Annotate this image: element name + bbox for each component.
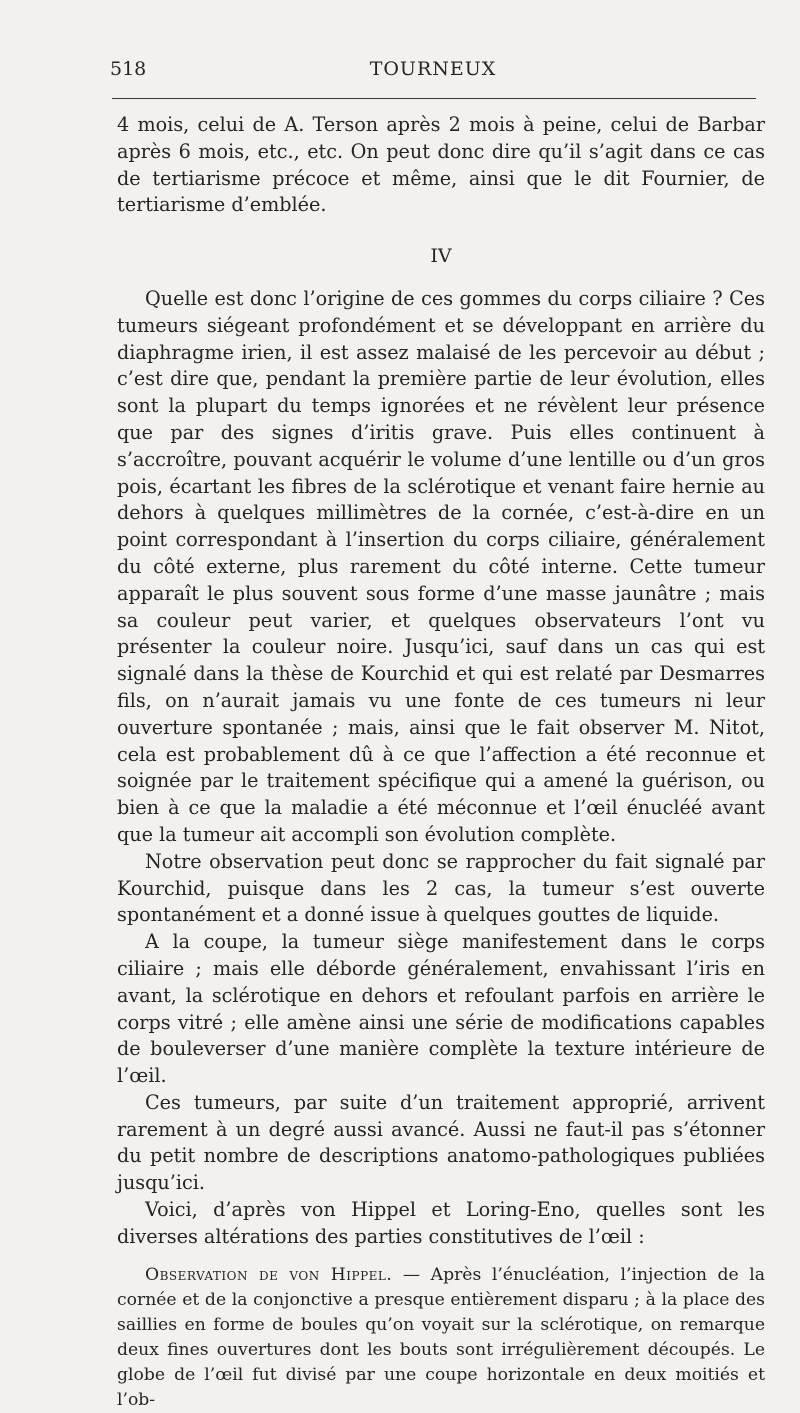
paragraph: Voici, d’après von Hippel et Loring-Eno, quelles sont les diverses altérations des parties constitutives de l’œil : — [117, 1198, 765, 1248]
paragraph: Notre observation peut donc se rapprocher du fait signalé par Kourchid, puisque dans les 2 cas, la tumeur s’est ouverte spontanément et a donné issue à quelques gouttes de liquide. — [117, 849, 765, 927]
observation-paragraph — [117, 1263, 765, 1413]
paragraph: A la coupe, la tumeur siège manifestement dans le corps ciliaire ; mais elle déborde généralement, envahissant l’iris en avant, la sclérotique en dehors et refoulant parfois en arrière le corps vitré ; elle amène ainsi une série de modifications capables de bouleverser d’une manière complète la texture intérieure de l’œil. — [117, 930, 765, 1088]
body-text — [117, 112, 765, 1413]
running-title: TOURNEUX — [369, 58, 497, 80]
page-number: 518 — [110, 58, 147, 80]
section-heading: IV — [430, 245, 452, 268]
running-head — [110, 58, 756, 86]
header-rule — [112, 98, 756, 99]
observation-label: Observation de von Hippel. — [145, 1264, 393, 1285]
paragraph: Ces tumeurs, par suite d’un traitement approprié, arrivent rarement à un degré aussi avancé. Aussi ne faut-il pas s’étonner du petit nombre de descriptions anatomo-pathologiques publiées jusqu’ici. — [117, 1090, 765, 1195]
paragraph-continuation: 4 mois, celui de A. Terson après 2 mois à peine, celui de Barbar après 6 mois, etc., etc. On peut donc dire qu’il s’agit dans ce cas de tertiarisme précoce et même, ainsi que le dit Fournier, de tertiarisme d’emblée. — [117, 113, 765, 217]
observation-text: — Après l’énucléation, l’injection de la cornée et de la conjonctive a presque entièrement disparu ; à la place des saillies en forme de boules qu’on voyait sur la sclérotique, on remarque deux fines ouvertures dont les bouts sont irrégulièrement découpés. Le globe de l’œil fut divisé par une coupe horizontale en deux moitiés et l’ob- — [117, 1264, 765, 1410]
paragraph: Quelle est donc l’origine de ces gommes du corps ciliaire ? Ces tumeurs siégeant profondément et se développant en arrière du diaphragme irien, il est assez malaisé de les percevoir au début ; c’est dire que, pendant la première partie de leur évolution, elles sont la plupart du temps ignorées et ne révèlent leur présence que par des signes d’iritis grave. Puis elles continuent à s’accroître, pouvant acquérir le volume d’une lentille ou d’un gros pois, écartant les fibres de la sclérotique et venant faire hernie au dehors à quelques millimètres de la cornée, c’est-à-dire en un point correspondant à l’insertion du corps ciliaire, généralement du côté externe, plus rarement du côté interne. Cette tumeur apparaît le plus souvent sous forme d’une masse jaunâtre ; mais sa couleur peut varier, et quelques observateurs l’ont vu présenter la couleur noire. Jusqu’ici, sauf dans un cas qui est signalé dans la thèse de Kourchid et qui est relaté par Desmarres fils, on n’aurait jamais vu une fonte de ces tumeurs ni leur ouverture spontanée ; mais, ainsi que le fait observer M. Nitot, cela est probablement dû à ce que l’affection a été reconnue et soignée par le traitement spécifique qui a amené la guérison, ou bien à ce que la maladie a été méconnue et l’œil énucléé avant que la tumeur ait accompli son évolution complète. — [117, 286, 765, 846]
